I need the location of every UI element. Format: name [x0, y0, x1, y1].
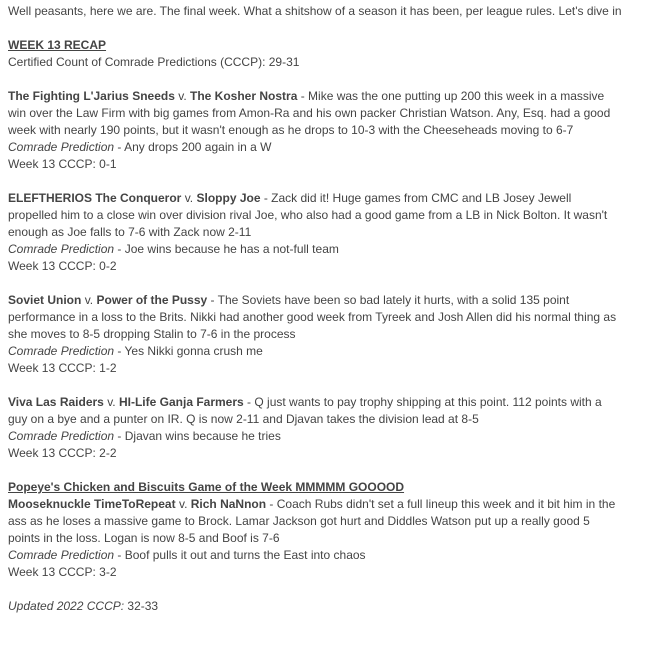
updated-cccp-line [8, 598, 622, 615]
summary-text: The Soviets have been so bad lately it hurts, with a solid 135 point performance in a loss to the Brits. Nikki had another good week from Tyreek and Josh Allen did his normal thing as she moves to 8-5 dropping Stalin to 7-6 in the process [8, 293, 617, 341]
prediction-text: Joe wins because he has a not-full team [124, 242, 339, 256]
updated-label: Updated 2022 CCCP: [8, 599, 125, 613]
matchup-block [8, 190, 622, 275]
team-name: Rich NaNnon [190, 497, 267, 511]
matchup-block [8, 394, 622, 462]
versus-label: v. [184, 191, 194, 205]
prediction-label: Comrade Prediction [8, 344, 115, 358]
summary-text: Zack did it! Huge games from CMC and LB Josey Jewell propelled him to a close win over division rival Joe, who also had a good game from a LB in Nick Bolton. It wasn't enough as Joe falls to 7-6 with Zack now 2-11 [8, 191, 608, 239]
intro-paragraph: Well peasants, here we are. The final week. What a shitshow of a season it has been, per league rules. Let's dive in [8, 4, 622, 18]
versus-label: v. [178, 89, 187, 103]
versus-label: v. [84, 293, 94, 307]
prediction-line [8, 241, 622, 258]
spacer [8, 377, 622, 394]
matchup-block [8, 292, 622, 377]
summary-text: Mike was the one putting up 200 this week in a massive win over the Law Firm with big games from Amon-Ra and his own packer Christian Watson. Any, Esq. had a good week with nearly 190 points, but it wasn't enough as he drops to 10-3 with the Cheeseheads moving to 6-7 [8, 89, 611, 137]
dash: - [114, 344, 125, 358]
prediction-text: Djavan wins because he tries [124, 429, 281, 443]
team-name: Mooseknuckle TimeToRepeat [8, 497, 176, 511]
dash: - [260, 191, 272, 205]
dash: - [114, 242, 125, 256]
prediction-label: Comrade Prediction [8, 140, 115, 154]
dash: - [207, 293, 218, 307]
team-name: The Kosher Nostra [190, 89, 298, 103]
prediction-text: Yes Nikki gonna crush me [124, 344, 263, 358]
team-name: Viva Las Raiders [8, 395, 104, 409]
dash: - [243, 395, 255, 409]
team-name: Sloppy Joe [196, 191, 261, 205]
spacer [8, 581, 622, 598]
prediction-text: Any drops 200 again in a W [124, 140, 272, 154]
team-name: Power of the Pussy [96, 293, 208, 307]
prediction-text: Boof pulls it out and turns the East into chaos [124, 548, 366, 562]
spacer [8, 20, 622, 37]
dash: - [297, 89, 309, 103]
matchup-block [8, 496, 622, 581]
matchup-summary [8, 394, 622, 428]
prediction-label: Comrade Prediction [8, 429, 115, 443]
summary-text: Coach Rubs didn't set a full lineup this week and it bit him in the ass as he loses a massive game to Brock. Lamar Jackson got hurt and Diddles Watson put up a really good 5 points in the loss. Logan is now 8-5 and Boof is 7-6 [8, 497, 616, 545]
team-name: ELEFTHERIOS The Conqueror [8, 191, 182, 205]
dash: - [114, 140, 125, 154]
cccp-total-line: Certified Count of Comrade Predictions (CCCP): 29-31 [8, 55, 300, 69]
team-name: The Fighting L'Jarius Sneeds [8, 89, 175, 103]
team-name: HI-Life Ganja Farmers [118, 395, 244, 409]
gotw-title: Popeye's Chicken and Biscuits Game of the Week MMMMM GOOOOD [8, 480, 405, 494]
summary-text: Q just wants to pay trophy shipping at this point. 112 points with a guy on a bye and a punter on IR. Q is now 2-11 and Djavan takes the division lead at 8-5 [8, 395, 602, 426]
versus-label: v. [107, 395, 116, 409]
updated-value: 32-33 [124, 599, 159, 613]
prediction-line [8, 139, 622, 156]
matchup-summary [8, 190, 622, 241]
spacer [8, 462, 622, 479]
week-cccp: Week 13 CCCP: 3-2 [8, 565, 117, 579]
prediction-label: Comrade Prediction [8, 242, 115, 256]
prediction-line [8, 428, 622, 445]
prediction-line [8, 343, 622, 360]
dash: - [266, 497, 277, 511]
team-name: Soviet Union [8, 293, 82, 307]
dash: - [114, 429, 125, 443]
matchup-summary [8, 292, 622, 343]
week-cccp: Week 13 CCCP: 0-2 [8, 259, 117, 273]
spacer [8, 71, 622, 88]
matchup-summary [8, 496, 622, 547]
spacer [8, 275, 622, 292]
spacer [8, 173, 622, 190]
versus-label: v. [178, 497, 188, 511]
week-cccp: Week 13 CCCP: 0-1 [8, 157, 117, 171]
recap-title: WEEK 13 RECAP [8, 38, 107, 52]
week-cccp: Week 13 CCCP: 2-2 [8, 446, 117, 460]
prediction-label: Comrade Prediction [8, 548, 115, 562]
dash: - [114, 548, 125, 562]
week-cccp: Week 13 CCCP: 1-2 [8, 361, 117, 375]
matchup-summary [8, 88, 622, 139]
prediction-line [8, 547, 622, 564]
matchup-block [8, 88, 622, 173]
